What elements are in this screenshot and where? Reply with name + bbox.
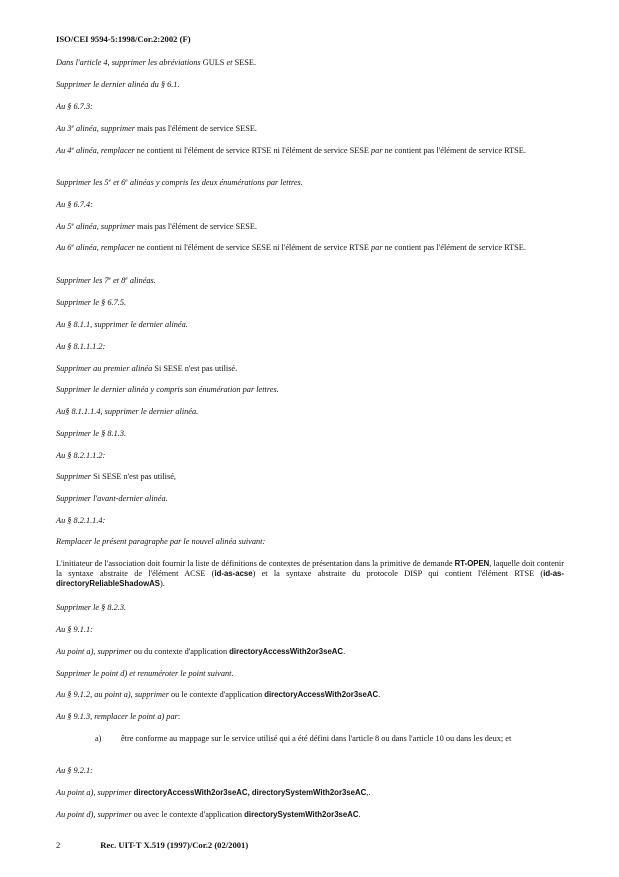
list-text: être conforme au mappage sur le service utilisé qui a été défini dans l'article 8 ou dans l'article 10 ou dans les deux; et [121,734,512,743]
replacement-paragraph: L'initiateur de l'association doit fournir la liste de définitions de contextes de présentation dans la primitive de demande RT-OPEN, laquelle doit contenir la syntaxe abstraite de l'élément ACSE (id-as-acse) et la syntaxe abstraite du protocole DISP qui contient l'élément RTSE (id-as-directoryReliableShadowAS). [56,559,564,589]
page-footer [56,840,248,850]
list-label: a) [95,734,102,743]
instruction-9-2-1-point-d: Au point d), supprimer ou avec le contexte d'application directorySystemWith2or3seAC. [56,810,361,819]
instruction-8-2-3: Supprimer le § 8.2.3. [56,603,127,612]
section-ref-8-2-1-1-2: Au § 8.2.1.1.2: [56,451,106,460]
instruction-8-2-1-1-2-penultimate: Supprimer l'avant-dernier alinéa. [56,494,168,503]
instruction-6-1: Supprimer le dernier alinéa du § 6.1. [56,80,180,89]
instruction-6-7-5: Supprimer le § 6.7.5. [56,298,127,307]
list-item-a [95,734,564,744]
instruction-9-2-1-point-a: Au point a), supprimer directoryAccessWith2or3seAC, directorySystemWith2or3seAC,. [56,788,371,797]
section-ref-8-1-1-1-2: Au § 8.1.1.1.2: [56,342,106,351]
instruction-8-1-1-1-4: Au§ 8.1.1.1.4, supprimer le dernier alinéa. [56,407,199,416]
instruction-6-7-3-alineas-5-6: Supprimer les 5e et 6e alinéas y compris les deux énumérations par lettres. [56,178,303,187]
section-ref-6-7-4: Au § 6.7.4: [56,200,93,209]
instruction-9-1-1-point-a: Au point a), supprimer ou du contexte d'application directoryAccessWith2or3seAC. [56,647,346,656]
instruction-9-1-3: Au § 9.1.3, remplacer le point a) par: [56,712,181,721]
section-ref-8-2-1-1-4: Au § 8.2.1.1.4: [56,516,106,525]
instruction-8-1-1-1-2-last: Supprimer le dernier alinéa y compris son énumération par lettres. [56,385,279,394]
instruction-6-7-4-alinea-5: Au 5e alinéa, supprimer mais pas l'élément de service SESE. [56,222,257,231]
instruction-9-1-2: Au § 9.1.2, au point a), supprimer ou le contexte d'application directoryAccessWith2or3seAC. [56,690,381,699]
instruction-8-1-3: Supprimer le § 8.1.3. [56,429,127,438]
footer-reference: Rec. UIT-T X.519 (1997)/Cor.2 (02/2001) [100,840,249,850]
instruction-6-7-4-alineas-7-8: Supprimer les 7e et 8e alinéas. [56,276,156,285]
instruction-6-7-3-alinea-3: Au 3e alinéa, supprimer mais pas l'élément de service SESE. [56,124,257,133]
instruction-8-1-1: Au § 8.1.1, supprimer le dernier alinéa. [56,320,188,329]
page-header: ISO/CEI 9594-5:1998/Cor.2:2002 (F) [56,34,191,44]
page-number: 2 [56,840,61,850]
instruction-6-7-3-alinea-4: Au 4e alinéa, remplacer ne contient ni l'élément de service RTSE ni l'élément de service SESE par ne contient pas l'élément de service RTSE. [56,146,526,155]
instruction-6-7-4-alinea-6: Au 6e alinéa, remplacer ne contient ni l'élément de service SESE ni l'élément de service RTSE par ne contient pas l'élément de service RTSE. [56,243,526,252]
instruction-8-1-1-1-2-first: Supprimer au premier alinéa Si SESE n'est pas utilisé. [56,364,238,373]
instruction-replace-paragraph: Remplacer le présent paragraphe par le nouvel alinéa suivant: [56,537,266,546]
instruction-abbreviations: Dans l'article 4, supprimer les abréviations GULS et SESE. [56,58,257,67]
section-ref-9-2-1: Au § 9.2.1: [56,766,93,775]
section-ref-9-1-1: Au § 9.1.1: [56,625,93,634]
instruction-9-1-1-point-d: Supprimer le point d) et renuméroter le point suivant. [56,669,234,678]
section-ref-6-7-3: Au § 6.7.3: [56,102,93,111]
instruction-8-2-1-1-2-delete: Supprimer Si SESE n'est pas utilisé, [56,472,176,481]
